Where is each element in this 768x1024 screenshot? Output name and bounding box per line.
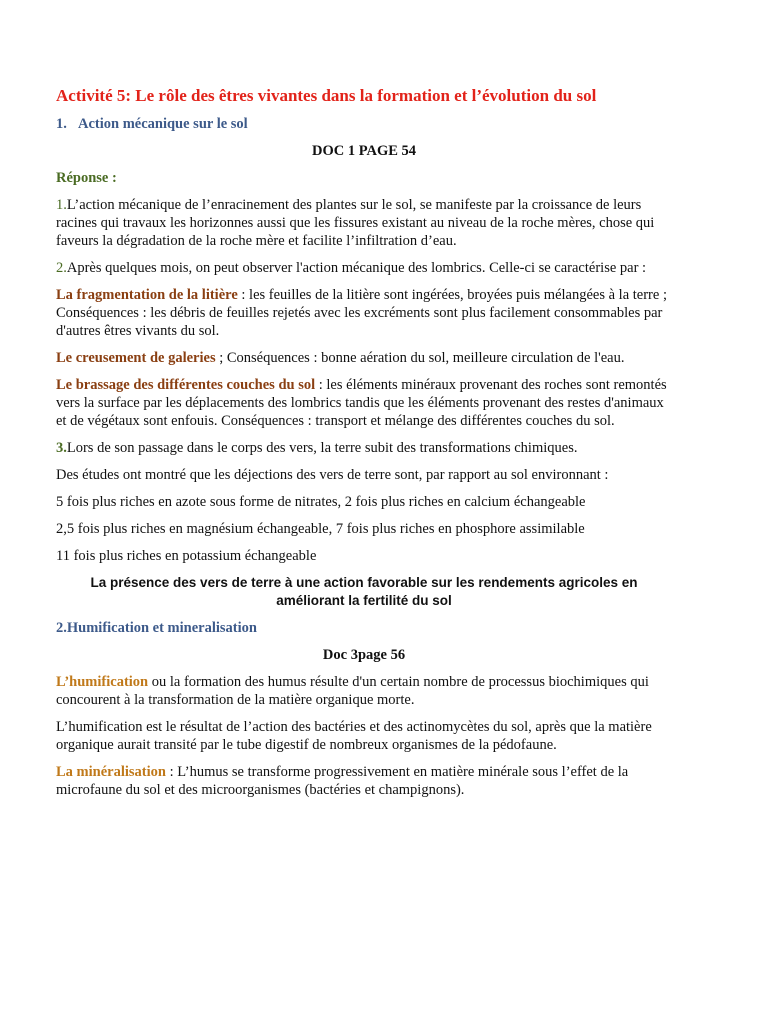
paragraph-2 [56,259,672,277]
paragraph-mineralisation [56,763,672,799]
paragraph-humification-detail: L’humification est le résultat de l’action des bactéries et des actinomycètes du sol, après que la matière organique aurait transité par le tube digestif de nombreux organismes de la pédofaune. [56,719,652,753]
term-highlight: Le creusement de galeries [56,350,216,366]
paragraph-text: : les éléments minéraux provenant des roches sont remontés vers la surface par les déplacements des lombrics tandis que les éléments provenant des restes d'animaux et de végétaux sont enfouis. Conséquences : transport et mélange des différentes couches du sol. [56,377,667,429]
paragraph-text: Après quelques mois, on peut observer l'action mécanique des lombrics. Celle-ci se caractérise par : [66,260,647,276]
term-highlight: L’humification [56,674,149,690]
paragraph-number: 1. [56,197,67,213]
paragraph-3 [56,439,672,457]
paragraph-brassage [56,376,672,430]
paragraph-humification [56,673,672,709]
paragraph-text: : L’humus se transforme progressivement en matière minérale sous l’effet de la microfaune du sol et des microorganismes (bactéries et champignons). [56,764,629,798]
doc-reference-1: DOC 1 PAGE 54 [311,143,417,159]
paragraph-text: ou la formation des humus résulte d'un certain nombre de processus biochimiques qui concourent à la transformation de la matière organique morte. [56,674,649,708]
doc-reference-3: Doc 3page 56 [322,647,406,663]
paragraph-text: L’action mécanique de l’enracinement des plantes sur le sol, se manifeste par la croissance de leurs racines qui travaux les horizonnes aussi que les fissures existant au niveau de la roche mères, chose qui faveurs la dégradation de la roche mère et facilite l’infiltration d’eau. [56,197,655,249]
term-highlight: La minéralisation [56,764,166,780]
paragraph-number: 3. [56,440,67,456]
reponse-label: Réponse : [56,170,117,186]
term-highlight: Le brassage des différentes couches du sol [56,377,316,393]
list-line-2: 2,5 fois plus riches en magnésium échangeable, 7 fois plus riches en phosphore assimilable [56,521,585,537]
list-line-3: 11 fois plus riches en potassium échangeable [56,548,317,564]
section-label: Action mécanique sur le sol [78,116,248,132]
section-heading-2: 2.Humification et mineralisation [56,620,257,636]
term-highlight: La fragmentation de la litière [56,287,238,303]
section-heading-1 [56,115,672,133]
paragraph-etudes: Des études ont montré que les déjections des vers de terre sont, par rapport au sol environnant : [56,467,609,483]
paragraph-text: ; Conséquences : bonne aération du sol, meilleure circulation de l'eau. [215,350,625,366]
paragraph-fragmentation [56,286,672,340]
paragraph-number: 2. [56,260,67,276]
section-number: 1. [56,116,67,132]
paragraph-1 [56,196,672,250]
page-title: Activité 5: Le rôle des êtres vivantes dans la formation et l’évolution du sol [56,86,597,105]
list-line-1: 5 fois plus riches en azote sous forme de nitrates, 2 fois plus riches en calcium échangeable [56,494,586,510]
conclusion-statement: La présence des vers de terre à une action favorable sur les rendements agricoles en améliorant la fertilité du sol [90,575,638,608]
paragraph-galeries [56,349,672,367]
paragraph-text: : les feuilles de la litière sont ingérées, broyées puis mélangées à la terre ; Conséquences : les débris de feuilles rejetés avec les excréments sont plus facilement consommables par d'autres êtres vivants du sol. [56,287,667,339]
paragraph-text: Lors de son passage dans le corps des vers, la terre subit des transformations chimiques. [66,440,578,456]
